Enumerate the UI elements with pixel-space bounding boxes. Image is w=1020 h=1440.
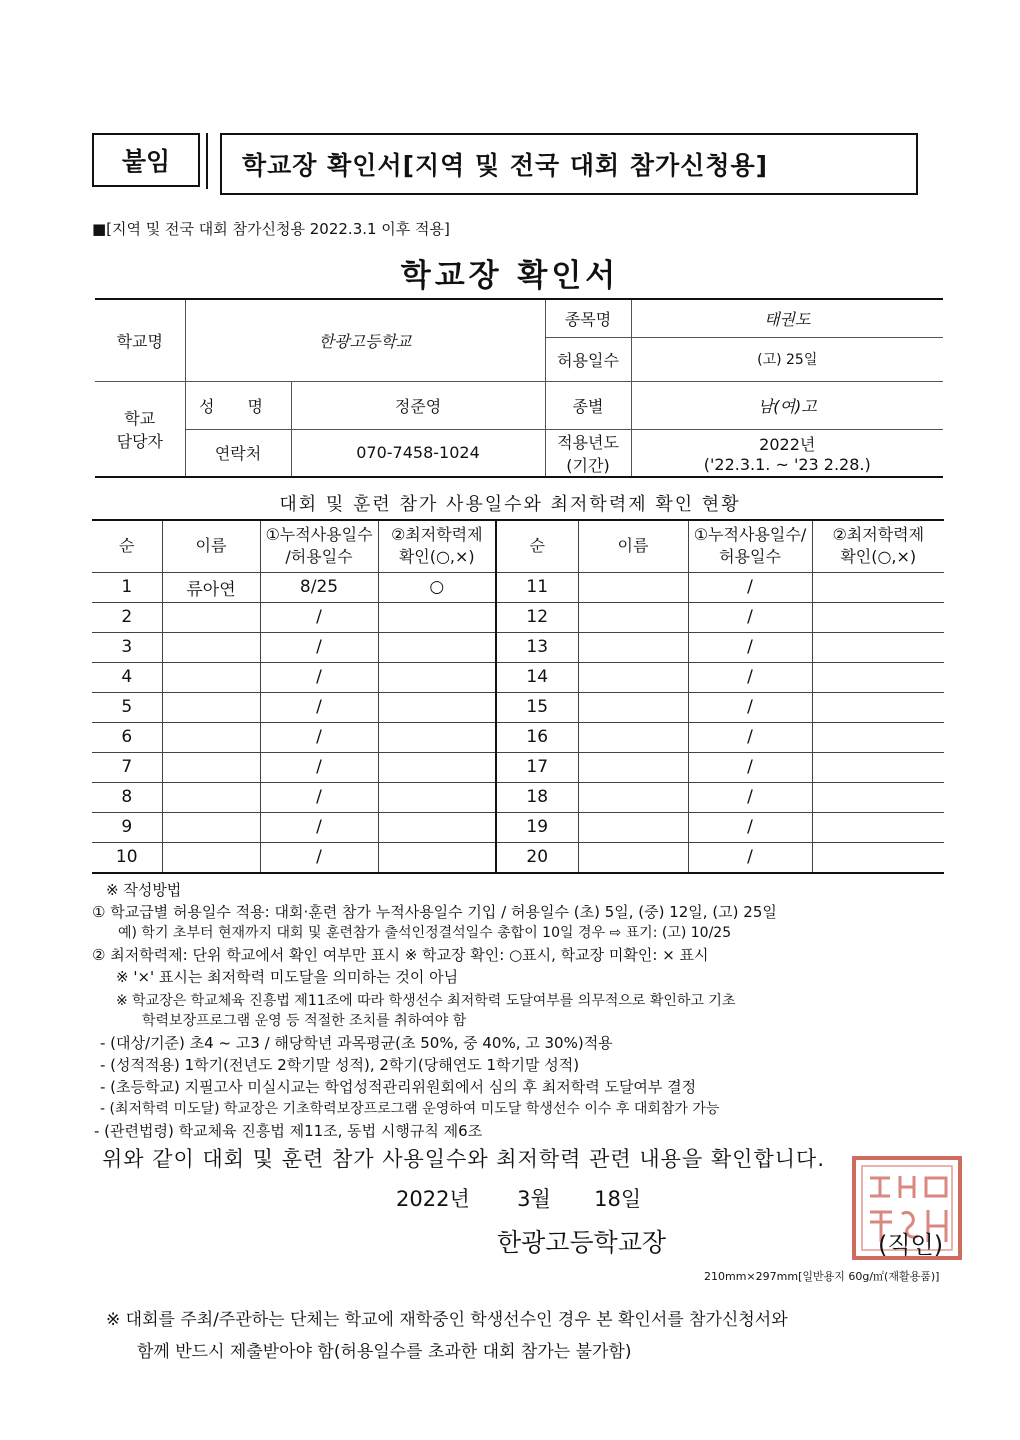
row-check-right [812,602,944,632]
header-days-left-line2: /허용일수 [285,547,353,567]
row-days-right: / [688,752,812,782]
attachment-label: 붙임 [92,133,200,187]
row-check-right [812,812,944,842]
row-days-right: / [688,722,812,752]
manager-label [95,381,185,477]
row-name-left [162,782,260,812]
header-days-left [260,520,378,572]
table-row [92,782,944,812]
period-range: ('22.3.1. ~ '23 2.28.) [703,454,871,474]
row-days-left: / [260,782,378,812]
roster-header-row [92,520,944,572]
header-check-right-line2: 확인(○,×) [840,547,917,567]
row-name-right [578,632,688,662]
row-name-left [162,662,260,692]
header-check-right [812,520,944,572]
row-days-right: / [688,812,812,842]
roster-table [92,519,944,874]
table-row [92,632,944,662]
row-days-left: / [260,602,378,632]
header-no-right: 순 [496,520,578,572]
row-name-right [578,572,688,602]
period-label [545,429,631,477]
row-no-left: 3 [92,632,162,662]
row-days-left: / [260,752,378,782]
name-label: 성 명 [185,381,291,429]
header-name-left: 이름 [162,520,260,572]
row-check-left [378,632,496,662]
date-year: 2022년 [396,1187,470,1211]
section-title: 대회 및 훈련 참가 사용일수와 최저학력제 확인 현황 [279,494,741,515]
row-check-left [378,692,496,722]
row-name-right [578,842,688,873]
manager-name-value: 정준영 [291,381,545,429]
row-no-right: 18 [496,782,578,812]
date-day: 18일 [594,1187,642,1211]
period-label-line2: (기간) [566,455,610,475]
row-name-left [162,692,260,722]
note-line-6: 학력보장프로그램 운영 등 적절한 조치를 취하여야 함 [142,1013,467,1029]
paper-spec: 210mm×297mm[일반용지 60g/㎡(재활용품)] [704,1270,940,1283]
row-days-right: / [688,692,812,722]
row-name-right [578,662,688,692]
seal-label: (직인) [878,1231,944,1259]
row-name-left [162,722,260,752]
sport-value: 태권도 [631,299,943,337]
row-days-right: / [688,572,812,602]
note-line-8: - (성적적용) 1학기(전년도 2학기말 성적), 2학기(당해연도 1학기말 성적) [100,1056,580,1074]
row-days-left: / [260,692,378,722]
table-row [92,842,944,873]
period-value [631,429,943,477]
row-days-left: / [260,842,378,873]
gender-value: 남(여)고 [631,381,943,429]
row-days-left: / [260,632,378,662]
school-name-label: 학교명 [95,299,185,381]
header-days-left-line1: ①누적사용일수 [265,525,373,545]
row-no-right: 11 [496,572,578,602]
header-days-right-line1: ①누적사용일수/ [693,525,807,545]
row-check-right [812,722,944,752]
note-line-3: ② 최저학력제: 단위 학교에서 확인 여부만 표시 ※ 학교장 확인: ○표시, 학교장 미확인: × 표시 [92,946,709,964]
table-row [92,752,944,782]
row-days-right: / [688,662,812,692]
row-check-left [378,752,496,782]
row-no-right: 19 [496,812,578,842]
school-name-value: 한광고등학교 [185,299,545,381]
row-check-left [378,662,496,692]
row-days-right: / [688,782,812,812]
footer-note-line1: ※ 대회를 주최/주관하는 단체는 학교에 재학중인 학생선수인 경우 본 확인서를 참가신청서와 [106,1310,788,1330]
table-row [92,662,944,692]
period-year: 2022년 [759,434,816,454]
row-no-right: 15 [496,692,578,722]
note-line-4: ※ '×' 표시는 최저학력 미도달을 의미하는 것이 아님 [116,968,459,986]
row-name-right [578,812,688,842]
row-name-left [162,752,260,782]
row-name-left [162,632,260,662]
row-name-left: 류아연 [162,572,260,602]
row-name-right [578,752,688,782]
table-row [92,602,944,632]
manager-label-line2: 담당자 [116,431,163,451]
row-no-right: 13 [496,632,578,662]
row-check-left [378,602,496,632]
row-no-left: 5 [92,692,162,722]
row-check-right [812,572,944,602]
row-days-left: / [260,662,378,692]
note-line-5: ※ 학교장은 학교체육 진흥법 제11조에 따라 학생선수 최저학력 도달여부를 의무적으로 확인하고 기초 [116,993,736,1009]
row-check-right [812,632,944,662]
row-no-right: 12 [496,602,578,632]
row-days-right: / [688,842,812,873]
manager-label-line1: 학교 [124,408,156,428]
row-no-left: 9 [92,812,162,842]
document-title: 학교장 확인서 [400,258,620,294]
header-days-right-line2: 허용일수 [719,547,781,567]
row-check-left [378,722,496,752]
row-days-left: / [260,812,378,842]
row-name-right [578,692,688,722]
row-name-right [578,602,688,632]
note-line-2: 예) 학기 초부터 현재까지 대회 및 훈련참가 출석인정결석일수 총합이 10일 경우 ⇨ 표기: (고) 10/25 [118,925,732,941]
note-line-9: - (초등학교) 지필고사 미실시교는 학업성적관리위원회에서 심의 후 최저학력 도달여부 결정 [100,1078,697,1096]
table-row [92,572,944,602]
notes-heading: ※ 작성방법 [106,881,182,899]
row-days-left: 8/25 [260,572,378,602]
row-no-left: 4 [92,662,162,692]
row-check-right [812,842,944,873]
table-row [92,812,944,842]
period-label-line1: 적용년도 [557,432,619,452]
contact-value: 070-7458-1024 [291,429,545,477]
header-check-left [378,520,496,572]
footer-note-line2: 함께 반드시 제출받아야 함(허용일수를 초과한 대회 참가는 불가함) [137,1342,632,1362]
header-check-left-line1: ②최저학력제 [390,525,483,545]
note-line-11: - (관련법령) 학교체육 진흥법 제11조, 동법 시행규칙 제6조 [94,1122,483,1140]
row-days-right: / [688,632,812,662]
header-name-right: 이름 [578,520,688,572]
row-no-right: 14 [496,662,578,692]
row-no-left: 7 [92,752,162,782]
row-days-left: / [260,722,378,752]
row-no-right: 20 [496,842,578,873]
row-no-left: 1 [92,572,162,602]
header-check-left-line2: 확인(○,×) [398,547,475,567]
row-check-left [378,842,496,873]
note-line-10: - (최저학력 미도달) 학교장은 기초학력보장프로그램 운영하여 미도달 학생선수 이수 후 대회참가 가능 [100,1101,720,1117]
table-row [92,692,944,722]
row-check-left [378,782,496,812]
row-no-left: 2 [92,602,162,632]
header-no-left: 순 [92,520,162,572]
row-no-left: 8 [92,782,162,812]
row-check-left [378,812,496,842]
row-name-left [162,812,260,842]
row-check-left: ○ [378,572,496,602]
apply-note: ■[지역 및 전국 대회 참가신청용 2022.3.1 이후 적용] [92,220,450,238]
table-row [92,722,944,752]
header-divider [206,133,208,189]
date-month: 3월 [517,1187,551,1211]
row-no-left: 6 [92,722,162,752]
principal-name: 한광고등학교장 [497,1228,667,1257]
row-name-right [578,782,688,812]
contact-label: 연락처 [185,429,291,477]
row-check-right [812,782,944,812]
sport-label: 종목명 [545,299,631,337]
row-no-left: 10 [92,842,162,873]
row-no-right: 16 [496,722,578,752]
row-name-left [162,602,260,632]
header-check-right-line1: ②최저학력제 [832,525,925,545]
row-check-right [812,752,944,782]
header-days-right [688,520,812,572]
row-name-right [578,722,688,752]
header-title: 학교장 확인서[지역 및 전국 대회 참가신청용] [220,133,918,195]
row-check-right [812,662,944,692]
issue-date [396,1183,641,1213]
row-name-left [162,842,260,873]
note-line-1: ① 학교급별 허용일수 적용: 대회·훈련 참가 누적사용일수 기입 / 허용일수 (초) 5일, (중) 12일, (고) 25일 [92,903,777,921]
gender-label: 종별 [545,381,631,429]
allowed-days-label: 허용일수 [545,337,631,381]
row-days-right: / [688,602,812,632]
row-no-right: 17 [496,752,578,782]
allowed-days-value: (고) 25일 [631,337,943,381]
row-check-right [812,692,944,722]
note-line-7: - (대상/기준) 초4 ~ 고3 / 해당학년 과목평균(초 50%, 중 40%, 고 30%)적용 [100,1034,613,1052]
info-table [95,298,943,478]
confirmation-statement: 위와 같이 대회 및 훈련 참가 사용일수와 최저학력 관련 내용을 확인합니다. [102,1147,826,1171]
